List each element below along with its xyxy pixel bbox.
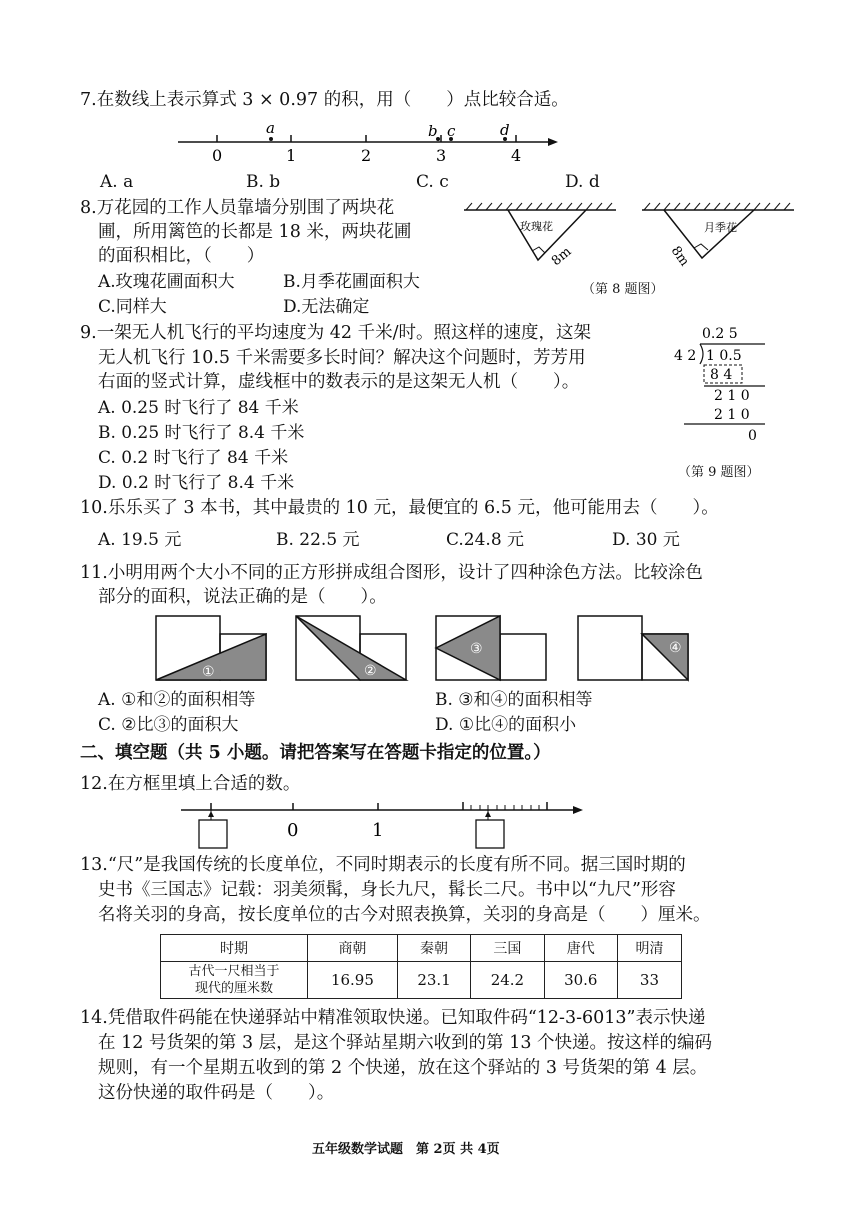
q9-dividend: 1 0.5 (706, 348, 742, 364)
q9-remainder: 0 (748, 428, 757, 444)
q13-row-label-line-1: 古代一尺相当于 (188, 964, 280, 979)
q10-option-c: C.24.8 元 (446, 530, 525, 550)
q8-dim-left: 8m (548, 244, 575, 270)
q12-number-line (175, 796, 595, 856)
q13-table-value-3: 24.2 (471, 962, 544, 999)
q11-option-d: D. ①比④的面积小 (435, 715, 577, 735)
q13-table-period-3: 三国 (471, 935, 544, 962)
q7-stem: 7.在数线上表示算式 3 × 0.97 的积，用（ ）点比较合适。 (80, 90, 569, 110)
q9-line-3: 右面的竖式计算，虚线框中的数表示的是这架无人机（ ）。 (98, 372, 580, 392)
q12-answer-box-1[interactable] (199, 820, 227, 848)
q13-table-period-1: 商朝 (308, 935, 398, 962)
q13-line-1: 13.“尺”是我国传统的长度单位，不同时期表示的长度有所不同。据三国时期的 (80, 855, 686, 875)
q9-divisor: 4 2 (674, 348, 697, 364)
q11-option-c: C. ②比③的面积大 (98, 715, 239, 735)
q7-point-c: c (447, 122, 456, 140)
q13-table-value-4: 30.6 (544, 962, 617, 999)
q7-option-c: C. c (416, 172, 449, 192)
q8-option-d: D.无法确定 (283, 297, 370, 317)
q10-option-a: A. 19.5 元 (98, 530, 182, 550)
q13-table-value-1: 16.95 (308, 962, 398, 999)
q10-stem: 10.乐乐买了 3 本书，其中最贵的 10 元，最便宜的 6.5 元，他可能用去（ ）。 (80, 498, 719, 518)
q13-conversion-table (160, 934, 682, 999)
q8-chinarose-label: 月季花 (704, 221, 737, 234)
q8-option-c: C.同样大 (98, 297, 167, 317)
q9-step2b: 2 1 0 (714, 407, 750, 423)
page-footer: 五年级数学试题 第 2页 共 4页 (312, 1142, 500, 1157)
q9-long-division (670, 318, 780, 448)
q13-table-header-label: 时期 (161, 935, 308, 962)
q13-row-label-line-2: 现代的厘米数 (194, 981, 273, 996)
q14-line-1: 14.凭借取件码能在快递驿站中精准领取快递。已知取件码“12-3-6013”表示快递 (80, 1008, 706, 1028)
q8-dim-right: 8m (667, 243, 692, 270)
q8-line-2: 圃，所用篱笆的长都是 18 米，两块花圃 (98, 222, 412, 242)
q7-option-d: D. d (565, 172, 600, 192)
q13-table-value-5: 33 (617, 962, 681, 999)
q14-line-4: 这份快递的取件码是（ ）。 (98, 1083, 335, 1103)
q12-tick-1: 1 (372, 820, 384, 841)
q11-line-1: 11.小明用两个大小不同的正方形拼成组合图形，设计了四种涂色方法。比较涂色 (80, 563, 703, 583)
q11-option-b: B. ③和④的面积相等 (435, 690, 593, 710)
q9-option-d: D. 0.2 时飞行了 8.4 千米 (98, 473, 295, 493)
q7-point-a: a (266, 119, 275, 137)
q9-line-2: 无人机飞行 10.5 千米需要多长时间？解决这个问题时，芳芳用 (98, 348, 586, 368)
q11-label-1: ① (202, 664, 215, 680)
q7-point-d: d (500, 121, 510, 139)
q8-rose-label: 玫瑰花 (520, 220, 553, 233)
q8-line-3: 的面积相比，（ ） (98, 246, 265, 266)
q7-option-a: A. a (100, 172, 134, 192)
q9-quotient: 0.2 5 (702, 326, 738, 342)
q8-option-b: B.月季花圃面积大 (283, 272, 420, 292)
q14-line-3: 规则，有一个星期五收到的第 2 个快递，放在这个驿站的 3 号货架的第 4 层。 (98, 1058, 708, 1078)
q7-tick-0: 0 (212, 146, 223, 165)
q7-number-line (170, 116, 570, 166)
q8-option-a: A.玫瑰花圃面积大 (98, 272, 235, 292)
q13-table-value-2: 23.1 (397, 962, 470, 999)
q13-line-3: 名将关羽的身高，按长度单位的古今对照表换算，关羽的身高是（ ）厘米。 (98, 905, 711, 925)
q11-label-3: ③ (470, 641, 483, 657)
q11-label-4: ④ (669, 640, 682, 656)
q10-option-b: B. 22.5 元 (276, 530, 360, 550)
q8-line-1: 8.万花园的工作人员靠墙分别围了两块花 (80, 198, 395, 218)
q12-answer-box-2[interactable] (476, 820, 504, 848)
q11-option-a: A. ①和②的面积相等 (98, 690, 256, 710)
q13-line-2: 史书《三国志》记载：羽美须髯，身长九尺，髯长二尺。书中以“九尺”形容 (98, 880, 676, 900)
q7-tick-1: 1 (286, 146, 297, 165)
q13-table-period-2: 秦朝 (397, 935, 470, 962)
section-2-heading: 二、填空题（共 5 小题。请把答案写在答题卡指定的位置。） (80, 743, 551, 763)
q9-step2a: 2 1 0 (714, 388, 750, 404)
q11-line-2: 部分的面积，说法正确的是（ ）。 (98, 587, 387, 607)
q7-tick-2: 2 (361, 146, 372, 165)
q9-option-a: A. 0.25 时飞行了 84 千米 (98, 398, 299, 418)
q9-step1: 8 4 (710, 367, 733, 383)
q11-label-2: ② (364, 663, 377, 679)
q7-point-b: b (428, 122, 438, 140)
q9-option-c: C. 0.2 时飞行了 84 千米 (98, 448, 289, 468)
q9-caption: （第 9 题图） (678, 465, 760, 480)
q8-figure (458, 198, 838, 288)
q13-table-period-5: 明清 (617, 935, 681, 962)
q14-line-2: 在 12 号货架的第 3 层，是这个驿站星期六收到的第 13 个快递。按这样的编码 (98, 1033, 713, 1053)
q13-table-period-4: 唐代 (544, 935, 617, 962)
q7-tick-4: 4 (511, 146, 522, 165)
q9-line-1: 9.一架无人机飞行的平均速度为 42 千米/时。照这样的速度，这架 (80, 323, 591, 343)
q12-tick-0: 0 (287, 820, 299, 841)
q7-tick-3: 3 (436, 146, 447, 165)
q7-option-b: B. b (246, 172, 281, 192)
q9-option-b: B. 0.25 时飞行了 8.4 千米 (98, 423, 305, 443)
q8-caption: （第 8 题图） (582, 282, 664, 297)
q11-figures (150, 612, 710, 684)
q12-stem: 12.在方框里填上合适的数。 (80, 774, 301, 794)
q13-table-row-label (161, 962, 308, 999)
q10-option-d: D. 30 元 (612, 530, 680, 550)
